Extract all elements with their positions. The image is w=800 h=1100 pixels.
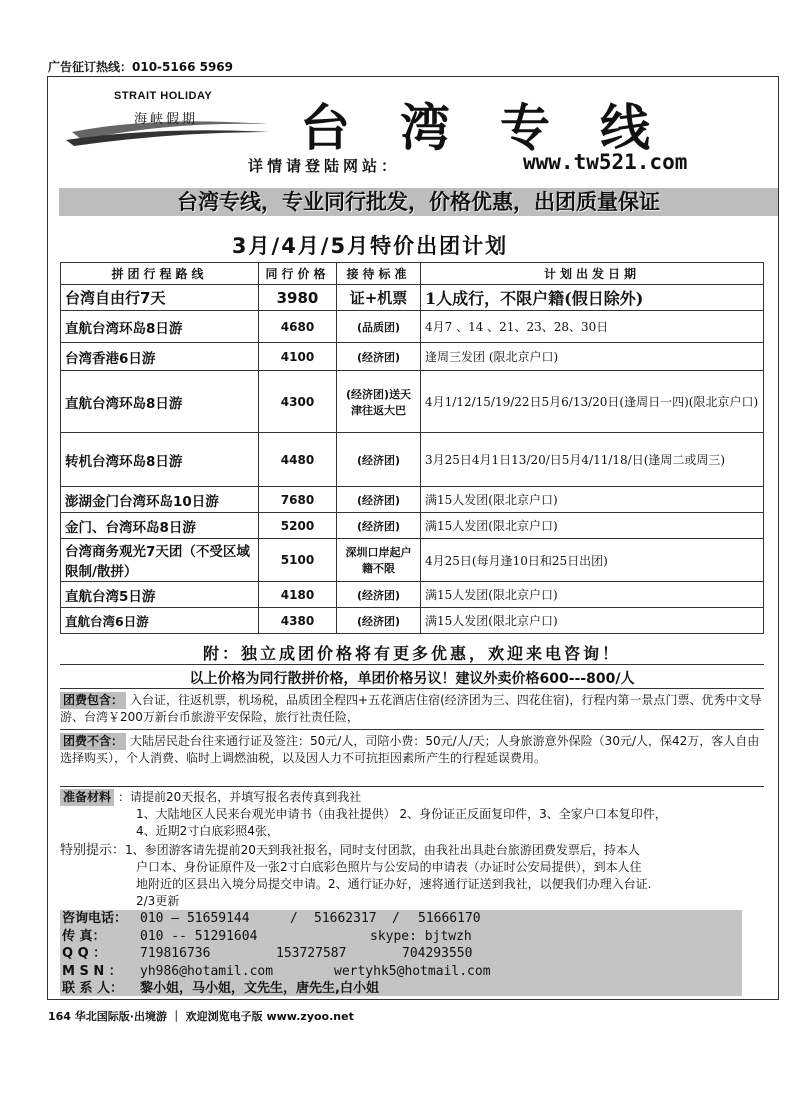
logo-chinese: 海峡假期 — [134, 112, 199, 127]
tips-line1: 1、参团游客请先提前20天到我社报名，同时支付团款，由我社出具赴台旅游团费发票后，持本人 — [125, 843, 640, 857]
dates-cell: 1人成行，不限户籍(假日除外) — [421, 285, 764, 311]
route-cell: 澎湖金门台湾环岛10日游 — [61, 487, 259, 513]
tour-schedule-table — [60, 262, 764, 634]
tips-line2: 户口本、身份证原件及一张2寸白底彩色照片与公安局的申请表（办证时公安局提供），到本人住 — [136, 860, 642, 874]
plan-title: 3月/4月/5月特价出团计划 — [231, 234, 509, 258]
table-row — [61, 343, 764, 371]
site-label: 详情请登陆网站： — [248, 157, 401, 175]
materials-section — [60, 789, 764, 840]
fee-exclude-text: 大陆居民赴台往来通行证及签注：50元/人，司陪小费：50元/人/天；人身旅游意外保险（30元/人，保42万，客人自由选择购买），个人消费、临时上调燃油税，以及因人力不可抗拒因素所产生的行程延误费用。 — [60, 734, 760, 765]
standard-cell: (经济团) — [337, 608, 421, 634]
qq-label: Q Q ： — [62, 946, 107, 961]
tel-2: 51662317 — [314, 911, 377, 926]
tel-1: 010 — 51659144 — [140, 911, 250, 926]
table-row — [61, 582, 764, 608]
contact-fax-row — [62, 928, 742, 946]
tel-sep-1: / — [290, 911, 298, 926]
standard-cell: (经济团) — [337, 513, 421, 539]
tel-sep-2: / — [392, 911, 400, 926]
contact-block — [60, 910, 742, 996]
qq-1: 719816736 — [140, 946, 211, 961]
price-note: 以上价格为同行散拼价格，单团价格另议！建议外卖价格600---800/人 — [189, 671, 635, 687]
fee-include-section — [60, 692, 764, 726]
price-cell: 4380 — [259, 608, 337, 634]
route-cell: 直航台湾6日游 — [61, 608, 259, 634]
msn-1: yh986@hotamil.com — [140, 963, 274, 979]
dates-cell: 满15人发团(限北京户口) — [421, 608, 764, 634]
standard-cell: (经济团)送天津往返大巴 — [337, 371, 421, 433]
page-title: 台湾专线 — [300, 98, 700, 157]
table-row — [61, 513, 764, 539]
dates-cell: 满15人发团(限北京户口) — [421, 582, 764, 608]
divider — [60, 729, 764, 730]
route-cell: 金门、台湾环岛8日游 — [61, 513, 259, 539]
standard-cell: (经济团) — [337, 343, 421, 371]
route-cell: 直航台湾环岛8日游 — [61, 311, 259, 343]
fax-label: 传 真： — [62, 928, 106, 944]
standard-cell: (经济团) — [337, 487, 421, 513]
table-row — [61, 433, 764, 487]
materials-line3: 4、近期2寸白底彩照4张， — [136, 824, 279, 838]
tel-label: 咨询电话： — [62, 911, 128, 926]
header-price: 同行价格 — [259, 263, 337, 285]
msn-label: M S N ： — [62, 963, 122, 979]
header-standard: 接待标准 — [337, 263, 421, 285]
ad-hotline: 广告征订热线：010-5166 5969 — [48, 60, 234, 74]
contact-persons: 黎小姐，马小姐，文先生，唐先生,白小姐 — [140, 981, 379, 996]
contact-tel-row — [62, 910, 742, 928]
logo-english: STRAIT HOLIDAY — [114, 90, 213, 102]
route-cell: 转机台湾环岛8日游 — [61, 433, 259, 487]
contact-person-row — [62, 980, 742, 998]
tips-section — [60, 842, 764, 910]
tips-line3: 地附近的区县出入境分局提交申请。2、通行证办好，速将通行证送到我社，以便我们办理入台证. — [136, 877, 652, 891]
table-row — [61, 285, 764, 311]
tips-label: 特别提示： — [60, 843, 126, 858]
qq-2: 153727587 — [276, 946, 347, 961]
site-url-link[interactable]: www.tw521.com — [523, 150, 688, 174]
standard-cell: (品质团) — [337, 311, 421, 343]
fee-include-label: 团费包含： — [60, 692, 126, 709]
dates-cell: 逢周三发团 (限北京户口) — [421, 343, 764, 371]
table-row — [61, 311, 764, 343]
price-cell: 4680 — [259, 311, 337, 343]
table-row — [61, 608, 764, 634]
divider — [60, 664, 764, 665]
fee-exclude-section — [60, 733, 764, 767]
fee-include-text: 入台证，往返机票，机场税，品质团全程四+五花酒店住宿(经济团为三、四花住宿)，行程内第一景点门票、优秀中文导游、台湾￥200万新台币旅游平安保险，旅行社责任险， — [60, 693, 762, 724]
tel-3: 51666170 — [418, 911, 481, 926]
table-header-row — [61, 263, 764, 285]
price-cell: 4480 — [259, 433, 337, 487]
standard-cell: (经济团) — [337, 433, 421, 487]
fee-exclude-label: 团费不含： — [60, 733, 126, 750]
table-row — [61, 371, 764, 433]
slogan-banner: 台湾专线，专业同行批发，价格优惠，出团质量保证 — [59, 188, 778, 216]
route-cell: 台湾自由行7天 — [61, 285, 259, 311]
standard-cell: 证+机票 — [337, 285, 421, 311]
route-cell: 直航台湾环岛8日游 — [61, 371, 259, 433]
price-cell: 5100 — [259, 539, 337, 582]
price-cell: 3980 — [259, 285, 337, 311]
tips-line4: 2/3更新 — [136, 894, 180, 908]
person-label: 联 系 人： — [62, 981, 124, 996]
price-cell: 4100 — [259, 343, 337, 371]
materials-line1: ：请提前20天报名，并填写报名表传真到我社 — [118, 790, 362, 804]
materials-line2: 1、大陆地区人民来台观光申请书（由我社提供） 2、身份证正反面复印件，3、全家户口本复印件， — [136, 807, 667, 821]
header-dates: 计划出发日期 — [421, 263, 764, 285]
dates-cell: 满15人发团(限北京户口) — [421, 487, 764, 513]
qq-3: 704293550 — [402, 946, 473, 961]
header-route: 拼团行程路线 — [61, 263, 259, 285]
divider — [60, 688, 764, 689]
price-cell: 7680 — [259, 487, 337, 513]
standard-cell: 深圳口岸起户籍不限 — [337, 539, 421, 582]
price-cell: 4300 — [259, 371, 337, 433]
fax-number: 010 -- 51291604 — [140, 928, 258, 944]
route-cell: 台湾商务观光7天团（不受区域限制/散拼） — [61, 539, 259, 582]
materials-label: 准备材料 — [60, 789, 114, 806]
price-cell: 5200 — [259, 513, 337, 539]
dates-cell: 满15人发团(限北京户口) — [421, 513, 764, 539]
price-cell: 4180 — [259, 582, 337, 608]
table-row — [61, 487, 764, 513]
route-cell: 台湾香港6日游 — [61, 343, 259, 371]
contact-qq-row — [62, 945, 742, 963]
route-cell: 直航台湾5日游 — [61, 582, 259, 608]
table-row — [61, 539, 764, 582]
page-footer: 164 华北国际版·出境游 ｜ 欢迎浏览电子版 www.zyoo.net — [48, 1010, 354, 1023]
skype-id: skype: bjtwzh — [370, 928, 472, 944]
msn-2: wertyhk5@hotmail.com — [334, 963, 491, 979]
dates-cell: 4月25日(每月逢10日和25日出团) — [421, 539, 764, 582]
contact-msn-row — [62, 963, 742, 981]
group-discount-note: 附：独立成团价格将有更多优惠，欢迎来电咨询！ — [202, 644, 621, 663]
dates-cell: 4月1/12/15/19/22日5月6/13/20日(逢周日一四)(限北京户口) — [421, 371, 764, 433]
dates-cell: 4月7 、14 、21、23、28、30日 — [421, 311, 764, 343]
divider — [60, 786, 764, 787]
standard-cell: (经济团) — [337, 582, 421, 608]
dates-cell: 3月25日4月1日13/20/日5月4/11/18/日(逢周二或周三) — [421, 433, 764, 487]
strait-holiday-logo — [62, 88, 272, 154]
